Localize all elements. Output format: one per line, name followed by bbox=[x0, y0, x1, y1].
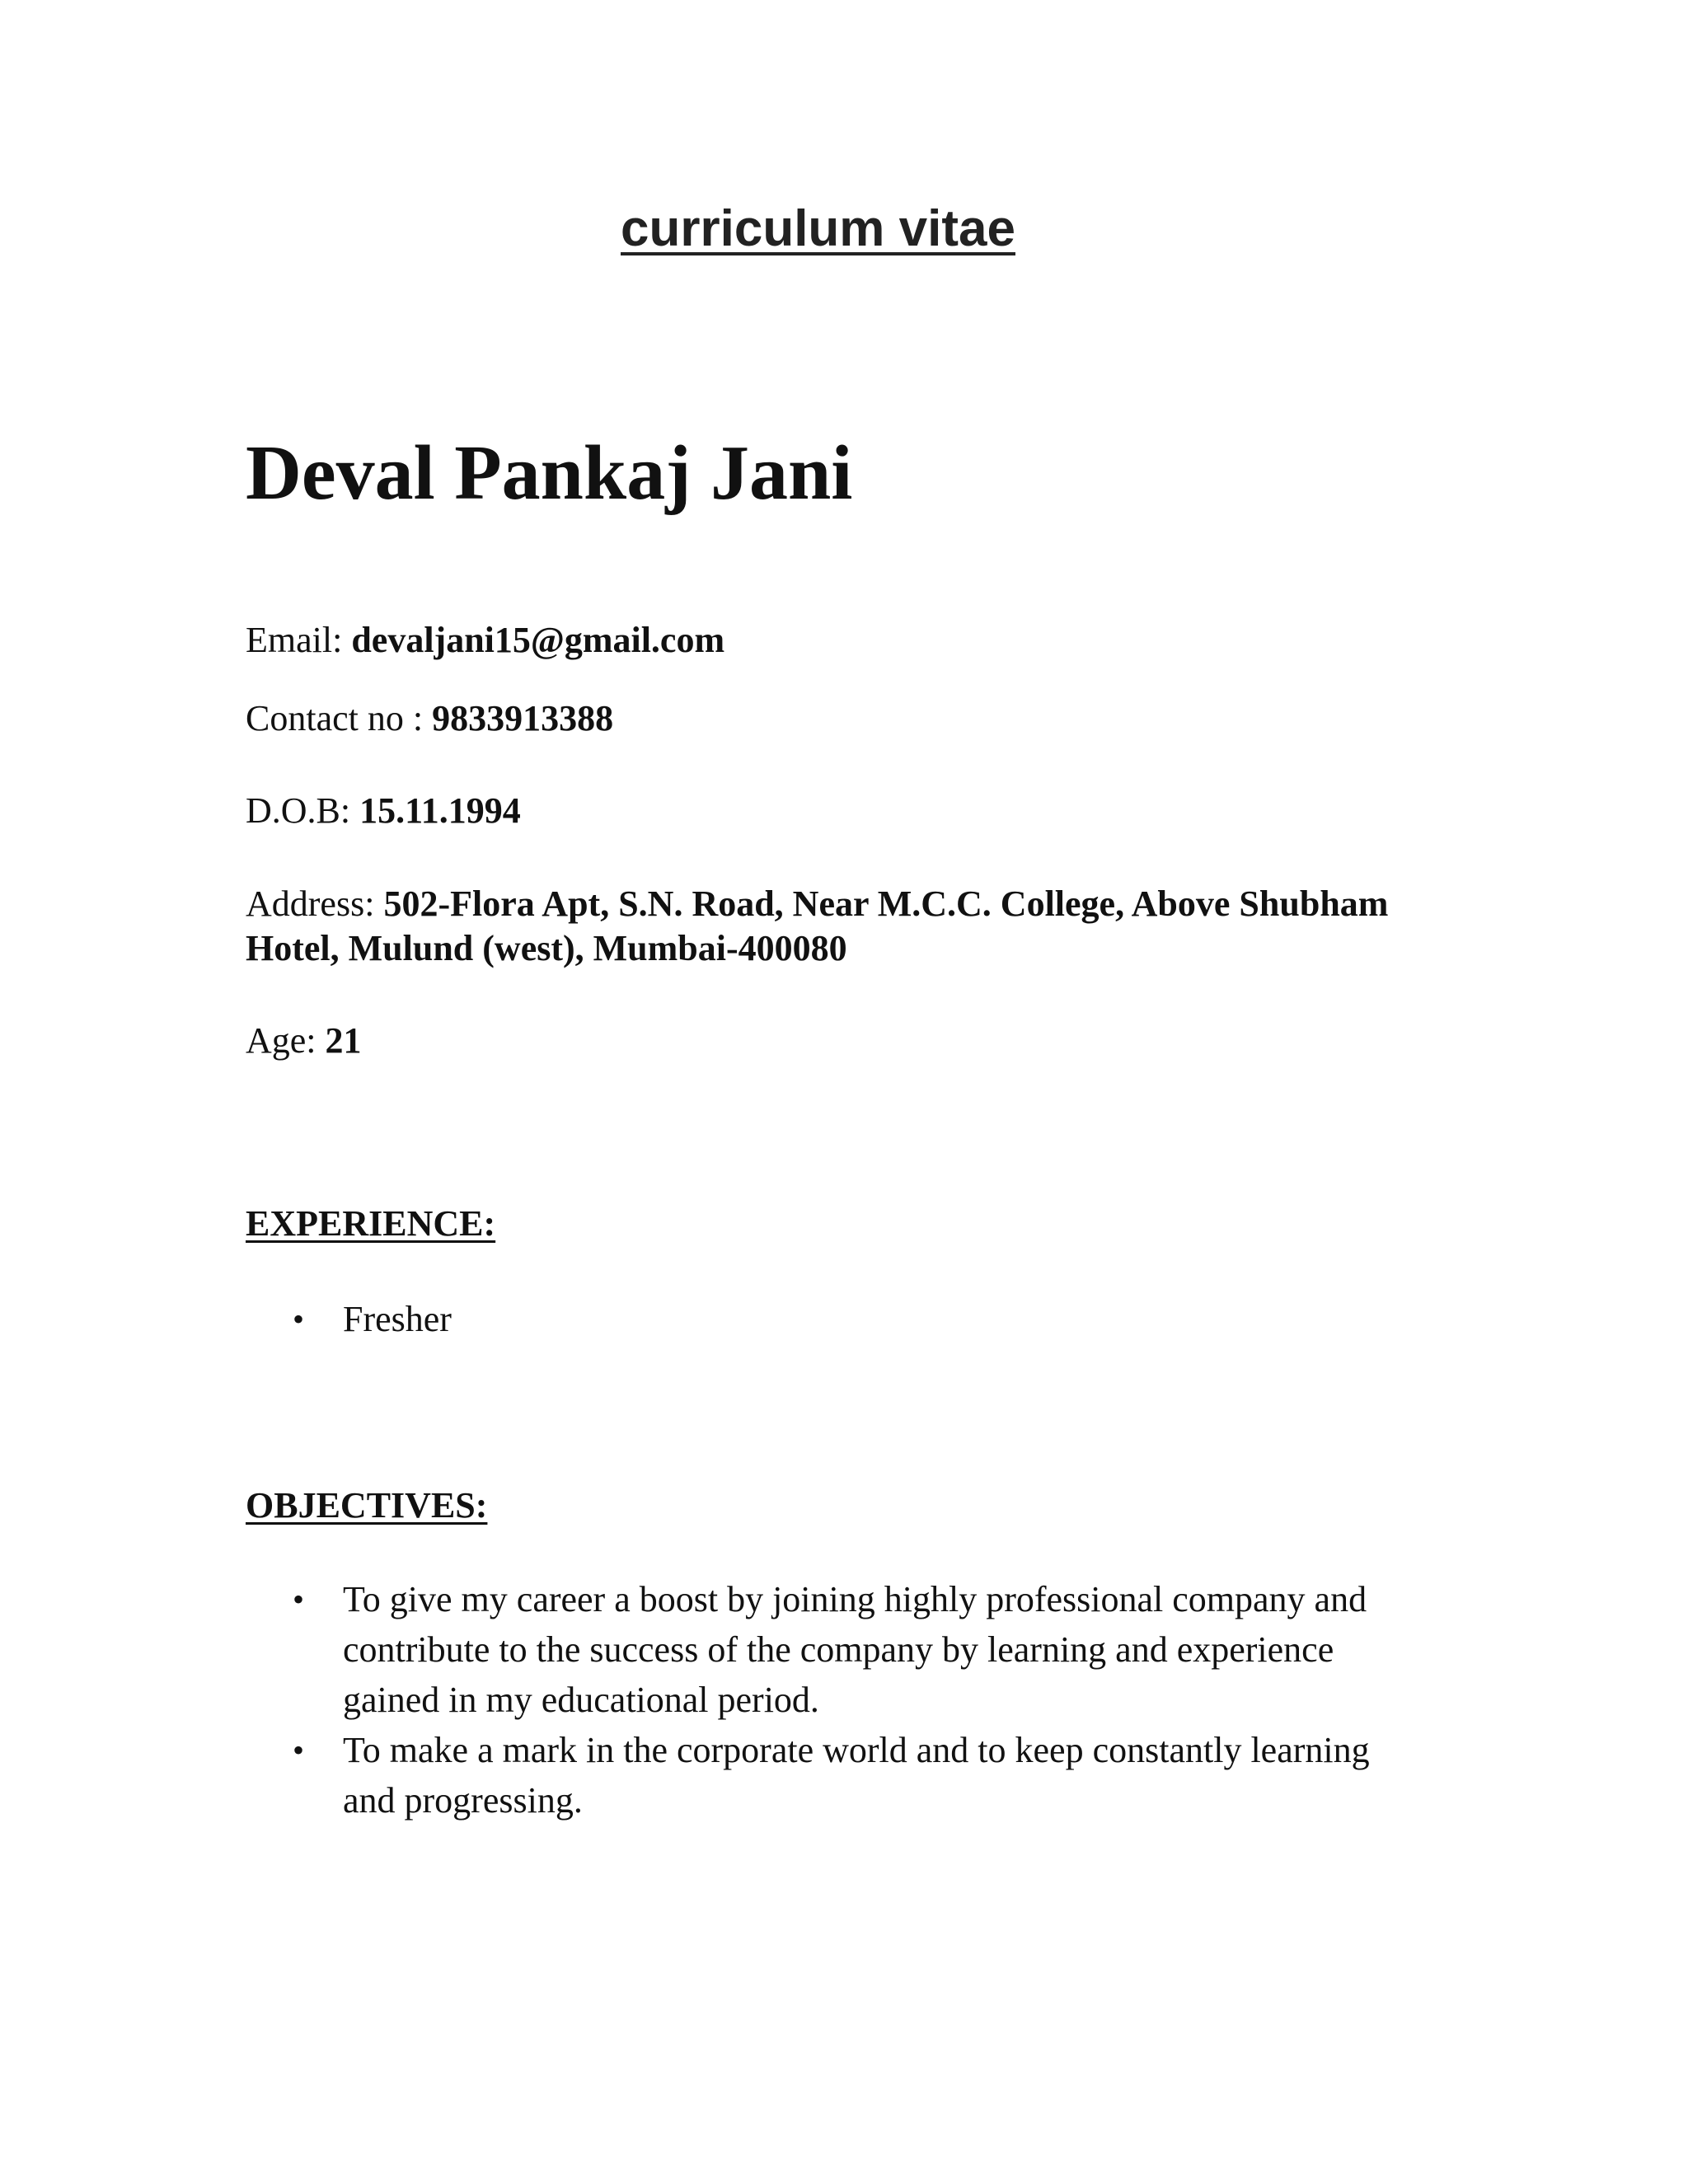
experience-heading: EXPERIENCE: bbox=[246, 1203, 496, 1244]
experience-item-text: Fresher bbox=[343, 1299, 452, 1339]
bullet-icon: • bbox=[293, 1581, 305, 1618]
bullet-icon: • bbox=[293, 1301, 305, 1338]
objective-item-text: To give my career a boost by joining highly professional company and contribute to the success of the company by learning and experience gained in my educational period. bbox=[343, 1579, 1367, 1720]
bullet-icon: • bbox=[293, 1732, 305, 1769]
experience-list bbox=[246, 1294, 1416, 1344]
objectives-list bbox=[246, 1574, 1416, 1825]
dob-row bbox=[246, 789, 1416, 833]
age-value: 21 bbox=[325, 1020, 362, 1061]
age-label: Age: bbox=[246, 1020, 316, 1061]
address-value: 502-Flora Apt, S.N. Road, Near M.C.C. College, Above Shubham Hotel, Mulund (west), Mumbai-400080 bbox=[246, 883, 1389, 968]
contact-value: 9833913388 bbox=[432, 698, 614, 738]
document-title: curriculum vitae bbox=[621, 200, 1015, 257]
list-item bbox=[246, 1294, 1416, 1344]
email-value: devaljani15@gmail.com bbox=[351, 620, 725, 660]
dob-value: 15.11.1994 bbox=[359, 790, 521, 831]
list-item bbox=[246, 1574, 1416, 1725]
email-label: Email: bbox=[246, 620, 343, 660]
list-item bbox=[246, 1725, 1416, 1825]
address-row bbox=[246, 882, 1416, 971]
objective-item-text: To make a mark in the corporate world and to keep constantly learning and progressing. bbox=[343, 1730, 1370, 1821]
age-row bbox=[246, 1019, 1416, 1063]
dob-label: D.O.B: bbox=[246, 790, 351, 831]
objectives-heading: OBJECTIVES: bbox=[246, 1485, 488, 1526]
candidate-name: Deval Pankaj Jani bbox=[246, 430, 853, 516]
email-row bbox=[246, 618, 1416, 663]
contact-row bbox=[246, 696, 1416, 741]
address-label: Address: bbox=[246, 883, 375, 924]
contact-label: Contact no : bbox=[246, 698, 424, 738]
